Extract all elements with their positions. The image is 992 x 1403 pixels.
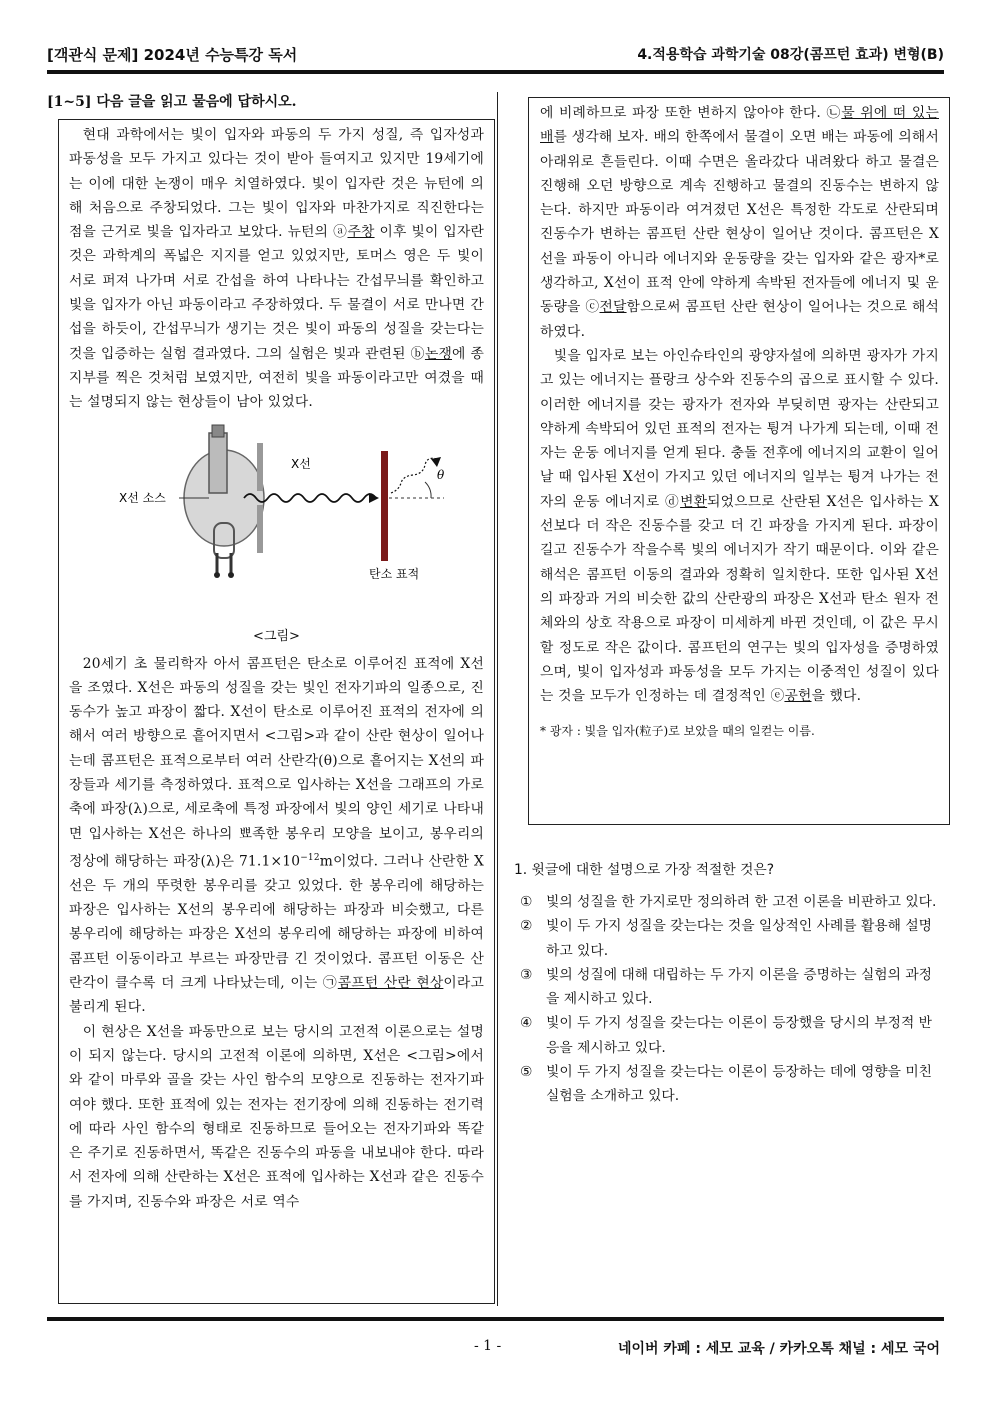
p1-text-c: 에 종지부를 찍은 것처럼 보였지만, 여전히 빛을 파동이라고만 여겼을 때는 설명되지 않는 현상들이 남아 있었다.	[69, 345, 484, 411]
p2-text-a: 20세기 초 물리학자 아서 콤프턴은 탄소로 이루어진 표적에 X선을 조였다. X선은 파동의 성질을 갖는 빛인 전자기파의 일종으로, 진동수가 높고 파장이 짧다. X선이 탄소로 이루어진 표적의 전자에 의해서 여러 방향으로 흩어지면서 <그림>과 같이 산란 현상이 일어나는데 콤프턴은 표적으로부터 여러 산란각(θ)으로 흩어지는 X선의 파장들과 세기를 측정하였다. 표적으로 입사하는 X선을 그래프의 가로축에 파장(λ)으로, 세로축에 특정 파장에서 빛의 양인 세기로 나타내면 입사하는 X선은 하나의 뾰족한 봉우리 모양을 보이고, 봉우리의 정상에 해당하는 파장(λ)은 71.1×10	[69, 655, 484, 870]
paragraph-3: 이 현상은 X선을 파동만으로 보는 당시의 고전적 이론으로는 설명이 되지 않는다. 당시의 고전적 이론에 의하면, X선은 <그림>에서와 같이 마루와 골을 갖는 사인 함수의 모양으로 진동하는 전자기파여야 했다. 또한 표적에 있는 전자는 전기장에 의해 진동하는 전기력에 따라 사인 함수의 형태로 진동하므로 들어오는 전자기파와 똑같은 주기로 진동하면서, 똑같은 진동수의 파동을 내보내야 한다. 따라서 전자에 의해 산란하는 X선은 표적에 입사하는 X선과 같은 진동수를 가지며, 진동수와 파장은 서로 역수	[69, 1023, 484, 1210]
slit-1b	[257, 505, 263, 553]
option-4-num: ④	[520, 1015, 533, 1032]
exponent: −12	[300, 852, 320, 863]
word-e: 공헌	[784, 688, 812, 705]
option-3-num: ③	[520, 966, 533, 983]
mark-c: ⓒ	[585, 299, 600, 316]
xray-label: X선	[291, 456, 311, 471]
option-4[interactable]	[520, 1011, 940, 1060]
paragraph-2	[69, 652, 484, 1020]
option-3[interactable]	[520, 963, 940, 1012]
angle-arc	[425, 482, 431, 498]
option-5[interactable]	[520, 1060, 940, 1109]
word-b: 논쟁	[424, 345, 452, 362]
r1-text-b: 를 생각해 보자. 배의 한쪽에서 물결이 오면 배는 파동에 의해서 아래위로 흔들린다. 이때 수면은 올라갔다 내려왔다 하고 물결은 진행해 오던 방향으로 계속 진행하고 물결의 진동수는 변하지 않는다. 하지만 파동이라 여겨졌던 X선은 특정한 각도로 산란되며 진동수가 변하는 콤프턴 산란 현상이 일어난 것이다. 콤프턴은 X선을 파동이 아니라 에너지와 운동량을 갖는 입자와 같은 광자*로 생각하고, X선이 표적 안에 약하게 속박된 전자들에 에너지 및 운동량을	[540, 129, 939, 316]
passage-box-left	[58, 119, 495, 1304]
source-label: X선 소스	[119, 490, 166, 505]
option-1-text: 빛의 성질을 한 가지로만 정의하려 한 고전 이론을 비판하고 있다.	[546, 894, 937, 910]
question-1-options	[520, 890, 940, 1109]
mark-b: ⓑ	[410, 345, 425, 362]
option-2[interactable]	[520, 914, 940, 963]
carbon-target	[381, 451, 388, 561]
theta-label: θ	[437, 467, 445, 482]
compton-diagram	[69, 423, 484, 623]
tube-cathode	[209, 433, 227, 493]
option-2-num: ②	[520, 918, 533, 935]
compton-figure	[69, 423, 484, 623]
underlined-compton-scattering: 콤프턴 산란 현상	[337, 975, 444, 992]
p1-text: 현대 과학에서는 빛이 입자와 파동의 두 가지 성질, 즉 입자성과 파동성을 모두 가지고 있다는 것이 받아 들여지고 있지만 19세기에는 이에 대한 논쟁이 매우 치열하였다. 빛이 입자란 것은 뉴턴에 의해 처음으로 주창되었다. 그는 빛이 입자와 마찬가지로 직진한다는 점을 근거로 빛을 입자라고 보았다. 뉴턴의	[69, 127, 484, 241]
r2-text-a: 빛을 입자로 보는 아인슈타인의 광양자설에 의하면 광자가 가지고 있는 에너지는 플랑크 상수와 진동수의 곱으로 표시할 수 있다. 이러한 에너지를 갖는 광자가 전자와 부딪히면 광자는 산란되고 약하게 속박되어 있던 표적의 전자는 튕겨 나가게 되는데, 이때 전자는 운동 에너지를 얻게 된다. 충돌 전후에 에너지의 교환이 일어날 때 입사된 X선이 가지고 있던 에너지의 일부는 튕겨 나가는 전자의 운동 에너지로	[540, 347, 939, 510]
top-rule	[47, 70, 944, 74]
passage-box-right	[528, 97, 950, 825]
option-4-text: 빛이 두 가지 성질을 갖는다는 이론이 등장했을 당시의 부정적 반응을 제시하고 있다.	[546, 1015, 932, 1056]
footer-contact: 네이버 카페 : 세모 교육 / 카카오톡 채널 : 세모 국어	[617, 1341, 940, 1357]
mark-nieun: ㉡	[826, 105, 842, 121]
footnote: * 광자 : 빛을 입자(粒子)로 보았을 때의 일컫는 이름.	[540, 724, 815, 739]
mark-e: ⓔ	[770, 688, 785, 705]
figure-caption: <그림>	[253, 628, 300, 644]
page-number: - 1 -	[474, 1338, 502, 1354]
lead-end-1	[214, 572, 220, 578]
xray-arrow	[369, 493, 379, 503]
column-divider	[497, 92, 498, 1306]
option-1-num: ①	[520, 894, 533, 910]
option-1[interactable]	[520, 890, 940, 914]
p1-text-b: 이후 빛이 입자란 것은 과학계의 폭넓은 지지를 얻고 있었지만, 토머스 영은 두 빛이 서로 퍼져 나가며 서로 간섭을 하여 나타나는 간섭무늬를 확인하고 빛을 입자가 아닌 파동이라고 주장하였다. 두 물결이 서로 만나면 간섭을 하듯이, 간섭무늬가 생기는 것은 빛이 파동의 성질을 갖는다는 것을 입증하는 실험 결과였다. 그의 실험은 빛과 관련된	[69, 224, 485, 362]
question-1-stem: 1. 윗글에 대한 설명으로 가장 적절한 것은?	[514, 862, 775, 878]
header-right: 4.적용학습 과학기술 08강(콤프턴 효과) 변형(B)	[637, 47, 944, 63]
target-label: 탄소 표적	[369, 566, 420, 581]
bottom-rule	[47, 1317, 944, 1321]
slit-1a	[257, 443, 263, 491]
mark-d: ⓓ	[665, 493, 681, 510]
scattered-wave	[391, 458, 437, 493]
mark-a: ⓐ	[333, 224, 348, 241]
word-a: 주창	[347, 224, 375, 241]
mark-giyeok: ㉠	[322, 975, 338, 992]
option-2-text: 빛이 두 가지 성질을 갖는다는 것을 일상적인 사례를 활용해 설명하고 있다.	[546, 918, 932, 959]
tube-cap	[212, 425, 224, 437]
word-c: 전달	[599, 299, 627, 316]
word-d: 변환	[680, 493, 708, 510]
option-3-text: 빛의 성질에 대해 대립하는 두 가지 이론을 증명하는 실험의 과정을 제시하고 있다.	[546, 966, 932, 1008]
paragraph-3-cont	[540, 101, 939, 344]
p2-text-c: 이라고 불리게 된다.	[69, 975, 484, 1016]
r1-text-c: 함으로써 콤프턴 산란 현상이 일어나는 것으로 해석하였다.	[540, 299, 940, 340]
paragraph-4	[540, 344, 939, 708]
r2-text-c: 을 했다.	[811, 688, 862, 705]
question-range-heading: [1~5] 다음 글을 읽고 물음에 답하시오.	[47, 94, 297, 110]
underlined-boat: 물 위에 떠 있는 배	[540, 105, 939, 146]
option-5-text: 빛이 두 가지 성질을 갖는다는 이론이 등장하는 데에 영향을 미친 실험을 소개하고 있다.	[546, 1064, 932, 1105]
header-left: [객관식 문제] 2024년 수능특강 독서	[47, 46, 298, 64]
p2-text-b: m이었다. 그러나 산란한 X선은 두 개의 뚜렷한 봉우리를 갖고 있었다. 한 봉우리에 해당하는 파장은 입사하는 X선의 봉우리에 해당하는 파장과 비슷했고, 다른 봉우리에 해당하는 파장은 X선의 봉우리에 해당하는 파장에 비하여 콤프턴 이동이라고 부르는 파장만큼 긴 것이었다. 콤프턴 이동은 산란각이 클수록 더 크게 나타났는데, 이는	[69, 853, 484, 992]
r1-text-a: 에 비례하므로 파장 또한 변하지 않아야 한다.	[540, 105, 827, 121]
paragraph-1	[69, 123, 484, 415]
lead-end-2	[228, 572, 234, 578]
r2-text-b: 되었으므로 산란된 X선은 입사하는 X선보다 더 작은 진동수를 갖고 더 긴 파장을 가지게 된다. 파장이 길고 진동수가 작을수록 빛의 에너지가 작기 때문이다. 이와 같은 해석은 콤프턴 이동의 결과와 정확히 일치한다. 또한 입사된 X선의 파장과 거의 비슷한 값의 산란광의 파장은 X선과 탄소 원자 전체와의 상호 작용으로 파장이 미세하게 바뀐 것인데, 이 값은 무시할 정도로 작은 값이다. 콤프턴의 연구는 빛의 입자성을 증명하였으며, 빛이 입자성과 파동성을 모두 가지는 이중적인 성질이 있다는 것을 모두가 인정하는 데 결정적인	[540, 493, 940, 705]
option-5-num: ⑤	[520, 1064, 533, 1081]
